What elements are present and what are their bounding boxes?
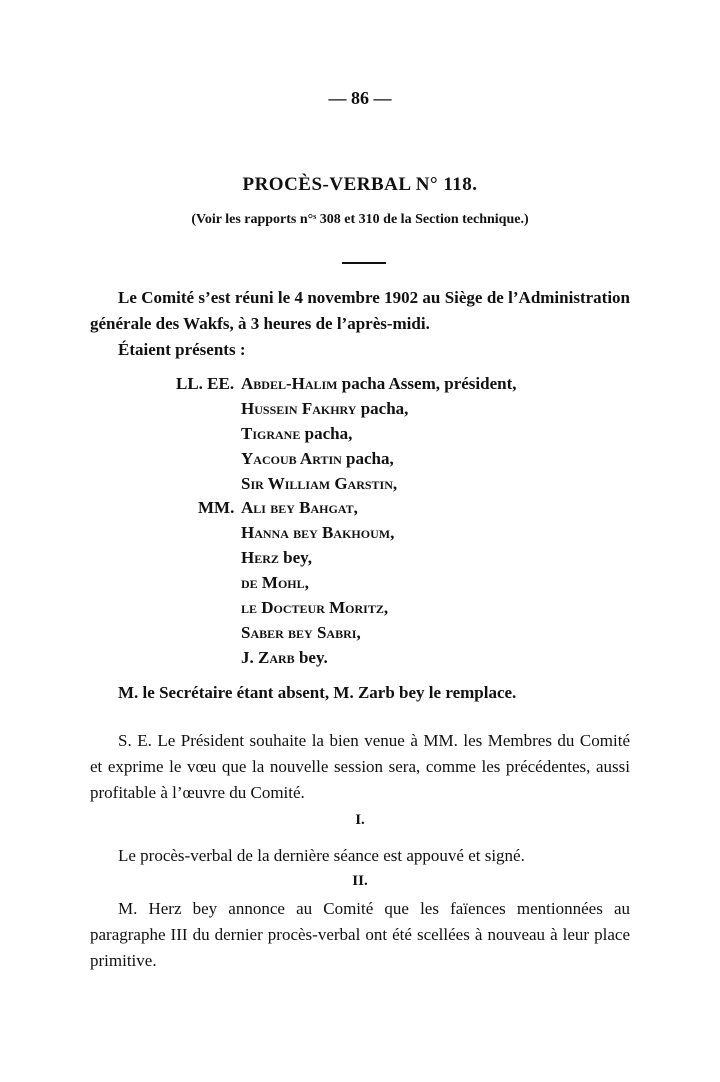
section-1-text: Le procès-verbal de la dernière séance est appouvé et signé. — [118, 846, 525, 865]
welcome-paragraph: S. E. Le Président souhaite la bien venue à MM. les Membres du Comité et exprime le vœu que la nouvelle session sera, comme les précédentes, aussi profitable à l’œuvre du Comité. — [90, 731, 630, 802]
attendee: Ali bey Bahgat, — [241, 498, 358, 517]
attendee: Herz bey, — [241, 548, 312, 567]
document-subtitle: (Voir les rapports n°ˢ 308 et 310 de la Section technique.) — [191, 212, 529, 227]
page-number: — 86 — — [328, 88, 392, 108]
attendee: Tigrane pacha, — [241, 424, 353, 443]
document-title: PROCÈS-VERBAL N° 118. — [242, 174, 478, 195]
section-number-2: II. — [352, 873, 368, 889]
attendee: Hanna bey Bakhoum, — [241, 523, 395, 542]
group-label-messieurs: MM. — [198, 498, 235, 517]
intro-paragraph: Le Comité s’est réuni le 4 novembre 1902 au Siège de l’Administration générale des Wakfs, à 3 heures de l’après-midi. — [90, 288, 630, 333]
attendee: Abdel-Halim pacha Assem, président, — [241, 374, 517, 393]
attendee: de Mohl, — [241, 573, 309, 592]
present-heading: Étaient présents : — [118, 340, 246, 359]
group-label-excellencies: LL. EE. — [176, 374, 235, 393]
attendee: Saber bey Sabri, — [241, 623, 361, 642]
attendee: Yacoub Artin pacha, — [241, 449, 394, 468]
section-number-1: I. — [355, 812, 365, 828]
attendee: Hussein Fakhry pacha, — [241, 399, 409, 418]
attendee: J. Zarb bey. — [241, 648, 328, 667]
section-2-text: M. Herz bey annonce au Comité que les faïences mentionnées au paragraphe III du dernier procès-verbal ont été scellées à nouveau à leur place primitive. — [90, 899, 630, 970]
title-divider — [342, 262, 386, 264]
attendee: Sir William Garstin, — [241, 474, 398, 493]
secretary-note: M. le Secrétaire étant absent, M. Zarb bey le remplace. — [118, 683, 517, 702]
attendee: le Docteur Moritz, — [241, 598, 389, 617]
